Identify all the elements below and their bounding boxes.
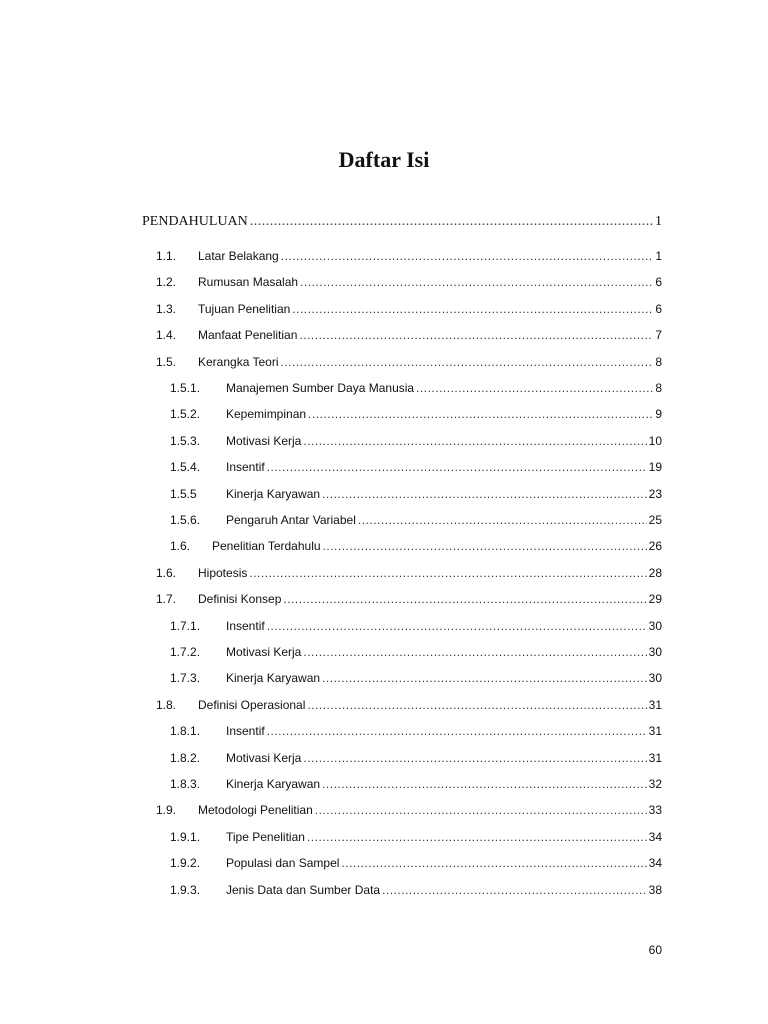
toc-entry-title: Rumusan Masalah	[198, 275, 299, 290]
toc-entry-page: 34	[648, 856, 662, 871]
toc-entry-number: 1.5.3.	[170, 433, 201, 448]
toc-entry-page: 19	[648, 460, 662, 475]
toc-entry-title: Tipe Penelitian	[226, 829, 305, 844]
toc-entry-page: 8	[655, 381, 662, 395]
toc-entry	[170, 534, 662, 554]
toc-entry-page: 29	[648, 592, 662, 607]
toc-entry-number: 1.4.	[156, 328, 177, 343]
toc-entry-title: Motivasi Kerja	[226, 750, 302, 765]
toc-entry-page: 30	[648, 618, 662, 633]
toc-entry	[170, 508, 662, 528]
toc-entry-number: 1.5.4.	[170, 460, 201, 475]
toc-entry-number: 1.5.6.	[170, 513, 201, 527]
toc-entry-page: 6	[655, 301, 662, 316]
toc-entry-page: 6	[655, 275, 662, 290]
toc-entry	[170, 402, 662, 422]
toc-entry-number: 1.5.2.	[170, 407, 201, 422]
toc-entry-title: Latar Belakang	[198, 249, 279, 263]
toc-entry-page: 31	[648, 750, 662, 765]
toc-entry-number: 1.7.	[156, 592, 177, 607]
toc-dot-leader	[307, 697, 646, 713]
toc-entry	[170, 429, 662, 449]
toc-dot-leader	[303, 750, 646, 766]
toc-entry-title: Insentif	[226, 724, 265, 739]
toc-entry-page: 33	[648, 803, 662, 818]
toc-dot-leader	[267, 459, 647, 475]
toc-entry	[170, 772, 662, 792]
toc-entry-number: 1.9.	[156, 803, 177, 818]
toc-dot-leader	[358, 512, 647, 528]
toc-entry-title: Hipotesis	[198, 565, 248, 580]
toc-entry-title: Kepemimpinan	[226, 407, 307, 422]
toc-dot-leader	[267, 618, 647, 634]
toc-entry	[170, 376, 662, 396]
toc-entry-title: PENDAHULUAN	[142, 214, 248, 229]
toc-entry-number: 1.8.1.	[170, 724, 201, 739]
toc-entry-page: 30	[648, 645, 662, 659]
toc-entry-page: 8	[655, 354, 662, 369]
toc-entry-title: Kinerja Karyawan	[226, 671, 321, 686]
toc-entry-title: Manfaat Penelitian	[198, 328, 298, 343]
toc-entry	[170, 746, 662, 766]
toc-entry-page: 7	[655, 328, 662, 343]
toc-entry-page: 25	[648, 513, 662, 527]
toc-entry	[156, 297, 662, 317]
toc-entry	[170, 666, 662, 686]
toc-dot-leader	[303, 433, 646, 449]
toc-dot-leader	[341, 855, 646, 871]
toc-dot-leader	[303, 644, 646, 660]
toc-entry	[170, 640, 662, 660]
toc-entry-title: Penelitian Terdahulu	[212, 539, 321, 554]
toc-entry-page: 31	[648, 724, 662, 739]
toc-entry-number: 1.9.3.	[170, 882, 201, 897]
toc-entry-title: Definisi Konsep	[198, 592, 282, 607]
toc-entry-number: 1.6.	[170, 539, 191, 554]
toc-entry-title: Manajemen Sumber Daya Manusia	[226, 381, 415, 395]
toc-entry-number: 1.8.2.	[170, 750, 201, 765]
toc-entry	[170, 614, 662, 634]
toc-entry-page: 9	[655, 407, 662, 422]
toc-entry-page: 10	[648, 433, 662, 448]
toc-entry-number: 1.6.	[156, 565, 177, 580]
toc-entry	[170, 878, 662, 898]
toc-entry-title: Motivasi Kerja	[226, 433, 302, 448]
toc-entry	[156, 587, 662, 607]
toc-entry-number: 1.5.5	[170, 486, 197, 501]
toc-entry-title: Kinerja Karyawan	[226, 777, 321, 791]
toc-entry	[156, 693, 662, 713]
toc-entry-number: 1.9.1.	[170, 829, 201, 844]
toc-entry-page: 31	[648, 697, 662, 712]
toc-entry-number: 1.7.1.	[170, 618, 201, 633]
toc-dot-leader	[267, 723, 647, 739]
toc-entry-title: Metodologi Penelitian	[198, 803, 313, 818]
toc-entry	[170, 455, 662, 475]
toc-dot-leader	[323, 538, 647, 554]
toc-entry-title: Definisi Operasional	[198, 697, 306, 712]
toc-entry-number: 1.5.1.	[170, 381, 201, 395]
toc-entry	[156, 798, 662, 818]
toc-entry-page: 38	[648, 882, 662, 897]
toc-entry-page: 26	[648, 539, 662, 554]
toc-entry-title: Kerangka Teori	[198, 354, 279, 369]
toc-entry	[170, 719, 662, 739]
toc-entry-title: Insentif	[226, 460, 265, 475]
toc-entry	[142, 210, 662, 230]
toc-entry-title: Motivasi Kerja	[226, 645, 302, 659]
toc-dot-leader	[292, 301, 653, 317]
toc-entry-number: 1.9.2.	[170, 856, 201, 871]
toc-entry	[170, 482, 662, 502]
toc-entry-title: Insentif	[226, 618, 265, 633]
toc-entry-page: 28	[648, 565, 662, 580]
toc-dot-leader	[250, 214, 653, 230]
toc-entry	[156, 350, 662, 370]
toc-entry-number: 1.2.	[156, 275, 177, 290]
toc-dot-leader	[416, 380, 653, 396]
toc-entry-number: 1.1.	[156, 249, 177, 263]
toc-dot-leader	[283, 591, 646, 607]
toc-dot-leader	[249, 565, 646, 581]
page-title: Daftar Isi	[338, 147, 430, 172]
toc-entry-title: Pengaruh Antar Variabel	[226, 513, 356, 527]
toc-entry-page: 30	[648, 671, 662, 686]
toc-dot-leader	[322, 486, 647, 502]
toc-entry-page: 32	[648, 777, 662, 791]
toc-entry	[156, 270, 662, 290]
toc-entry-page: 1	[655, 249, 662, 263]
toc-dot-leader	[307, 829, 647, 845]
toc-dot-leader	[300, 274, 653, 290]
page-number: 60	[648, 943, 662, 957]
toc-entry	[156, 244, 662, 264]
toc-entry-number: 1.8.	[156, 697, 177, 712]
toc-entry-page: 23	[648, 486, 662, 501]
toc-dot-leader	[281, 354, 654, 370]
toc-entry-title: Kinerja Karyawan	[226, 486, 321, 501]
toc-dot-leader	[382, 882, 647, 898]
toc-dot-leader	[322, 670, 647, 686]
toc-entry-number: 1.7.2.	[170, 645, 201, 659]
toc-dot-leader	[308, 406, 653, 422]
toc-entry	[170, 825, 662, 845]
toc-entry-page: 34	[648, 829, 662, 844]
toc-dot-leader	[281, 248, 654, 264]
toc-dot-leader	[322, 776, 647, 792]
toc-entry-number: 1.8.3.	[170, 777, 201, 791]
toc-entry-page: 1	[655, 214, 662, 229]
toc-entry-number: 1.5.	[156, 354, 177, 369]
toc-entry	[156, 323, 662, 343]
toc-dot-leader	[315, 802, 647, 818]
toc-entry-title: Populasi dan Sampel	[226, 856, 340, 871]
toc-entry-title: Jenis Data dan Sumber Data	[226, 882, 381, 897]
toc-entry-number: 1.7.3.	[170, 671, 201, 686]
toc-entry	[156, 561, 662, 581]
toc-dot-leader	[299, 327, 653, 343]
toc-entry	[170, 851, 662, 871]
toc-entry-title: Tujuan Penelitian	[198, 301, 291, 316]
toc-entry-number: 1.3.	[156, 301, 177, 316]
